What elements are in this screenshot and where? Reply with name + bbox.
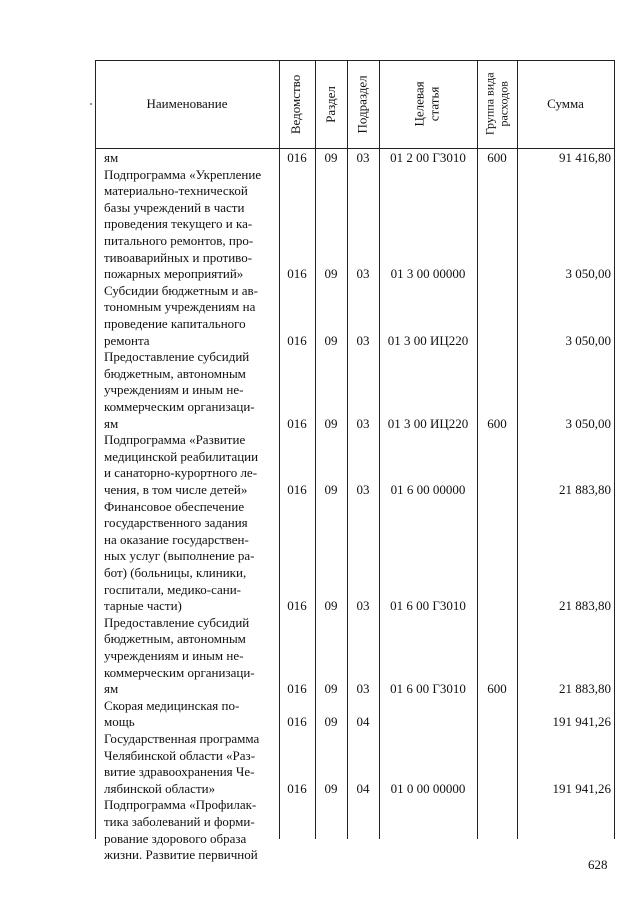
row-pod: 03 <box>356 598 370 614</box>
row-name: ям <box>104 150 119 165</box>
row-sum: 21 883,80 <box>559 681 611 697</box>
row-sum: 3 050,00 <box>565 332 611 348</box>
row-ved: 016 <box>287 681 307 697</box>
row-sum: 21 883,80 <box>559 482 611 497</box>
header-razdel: Раздел <box>322 85 338 123</box>
row-sum: 191 941,26 <box>552 780 611 796</box>
row-raz: 09 <box>324 150 338 165</box>
row-pod: 04 <box>356 714 370 730</box>
row-raz: 09 <box>324 681 338 697</box>
row-raz: 09 <box>324 266 338 282</box>
row-name: Предоставление субсидий бюджетным, автономным учреждениям и иным не- коммерческим организаци- ям <box>104 614 255 697</box>
row-cel: 01 6 00 00000 <box>390 482 466 497</box>
row-cel: 01 0 00 00000 <box>390 780 466 796</box>
row-ved: 016 <box>287 780 307 796</box>
row-pod: 03 <box>356 482 370 497</box>
budget-table <box>95 60 615 863</box>
row-raz: 09 <box>324 780 338 796</box>
row-name: Предоставление субсидий бюджетным, автономным учреждениям и иным не- коммерческим организаци- ям <box>104 349 255 431</box>
row-name: Государственная программа Челябинской области «Раз- витие здравоохранения Че- лябинской области» <box>104 731 260 796</box>
row-cel: 01 3 00 ИЦ220 <box>387 332 469 348</box>
row-sum: 3 050,00 <box>565 415 611 431</box>
margin-mark <box>90 103 92 105</box>
row-name: Подпрограмма «Развитие медицинской реабилитации и санаторно-курортного ле- чения, в том числе детей» <box>104 432 259 497</box>
row-raz: 09 <box>324 332 338 348</box>
header-name: Наименование <box>146 95 228 111</box>
row-cel: 01 3 00 00000 <box>390 266 466 282</box>
row-cel: 01 3 00 ИЦ220 <box>387 415 469 431</box>
row-name: Скорая медицинская по- мощь <box>104 697 240 730</box>
row-cel: 01 6 00 Г3010 <box>390 598 466 614</box>
row-cel: 01 2 00 Г3010 <box>390 150 466 165</box>
header-celevaya-statya: Целевая статья <box>412 81 442 127</box>
row-sum: 3 050,00 <box>565 266 611 282</box>
row-ved: 016 <box>287 266 307 282</box>
row-name: Финансовое обеспечение государственного задания на оказание государствен- ных услуг (выполнение ра- бот) (больницы, клиники, госпитали, медико-сани- тарные части) <box>104 498 255 614</box>
row-grp: 600 <box>487 415 507 431</box>
row-name: Подпрограмма «Укрепление материально-технической базы учреждений в части проведения текущего и ка- питального ремонтов, про- тивоаварийных и противо- пожарных мероприятий» <box>104 166 262 282</box>
header-gruppa-rashodov: Группа вида расходов <box>482 72 510 136</box>
row-pod: 03 <box>356 681 370 697</box>
row-raz: 09 <box>324 598 338 614</box>
row-grp: 600 <box>487 150 507 165</box>
row-raz: 09 <box>324 714 338 730</box>
row-pod: 03 <box>356 332 370 348</box>
header-vedomstvo: Ведомство <box>288 74 304 134</box>
row-ved: 016 <box>287 482 307 497</box>
row-ved: 016 <box>287 150 307 165</box>
row-pod: 03 <box>356 415 370 431</box>
row-pod: 03 <box>356 266 370 282</box>
row-cel: 01 6 00 Г3010 <box>390 681 466 697</box>
row-sum: 191 941,26 <box>552 714 611 730</box>
row-ved: 016 <box>287 598 307 614</box>
row-raz: 09 <box>324 415 338 431</box>
row-raz: 09 <box>324 482 338 497</box>
row-name: Подпрограмма «Профилак- тика заболеваний и форми- рование здорового образа жизни. Развитие первичной <box>104 797 258 863</box>
row-name: Субсидии бюджетным и ав- тономным учреждениям на проведение капитального ремонта <box>104 282 258 348</box>
header-summa: Сумма <box>547 95 584 111</box>
row-grp: 600 <box>487 681 507 697</box>
page-number: 628 <box>588 857 608 872</box>
row-pod: 03 <box>356 150 370 165</box>
row-ved: 016 <box>287 714 307 730</box>
row-ved: 016 <box>287 415 307 431</box>
row-sum: 91 416,80 <box>559 150 611 165</box>
row-sum: 21 883,80 <box>559 598 611 614</box>
row-ved: 016 <box>287 332 307 348</box>
row-pod: 04 <box>356 780 370 796</box>
header-podrazdel: Подраздел <box>354 74 370 134</box>
